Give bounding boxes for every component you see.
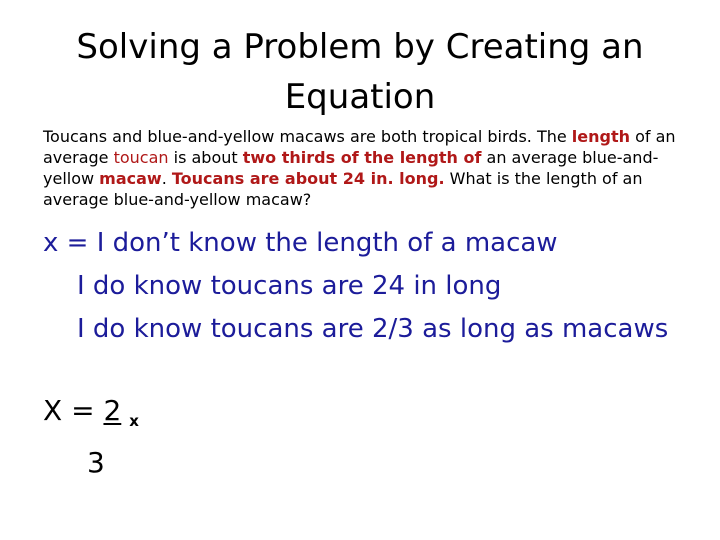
reasoning-line-3: I do know toucans are 2/3 as long as macaws bbox=[77, 314, 669, 344]
highlight-toucan-length: Toucans are about 24 in. long. bbox=[171, 169, 445, 188]
problem-text-5: . bbox=[161, 169, 172, 188]
reasoning-block bbox=[43, 222, 703, 351]
highlight-toucan: toucan bbox=[113, 148, 169, 167]
problem-text-2: of an average bbox=[43, 127, 676, 167]
problem-text-1: Toucans and blue-and-yellow macaws are both tropical birds. The bbox=[43, 127, 572, 146]
equation-top-row bbox=[43, 390, 139, 442]
title-line-2: Equation bbox=[284, 77, 436, 117]
highlight-length: length bbox=[571, 127, 631, 146]
equation bbox=[43, 390, 139, 484]
equation-lhs: X = bbox=[43, 394, 104, 427]
problem-statement bbox=[43, 126, 683, 210]
reasoning-line-1: x = I don’t know the length of a macaw bbox=[43, 228, 558, 258]
highlight-two-thirds: two thirds of the length of bbox=[242, 148, 482, 167]
slide-title bbox=[60, 22, 660, 122]
reasoning-line-2: I do know toucans are 24 in long bbox=[77, 271, 502, 301]
equation-variable: x bbox=[129, 412, 139, 430]
problem-text-3: is about bbox=[168, 148, 243, 167]
problem-text-6: What is the length of an average blue-and-yellow macaw? bbox=[43, 169, 643, 209]
title-line-1: Solving a Problem by Creating an bbox=[76, 27, 644, 67]
equation-denominator: 3 bbox=[87, 446, 105, 479]
problem-text-4: an average blue-and-yellow bbox=[43, 148, 659, 188]
equation-numerator: 2 bbox=[103, 394, 122, 427]
highlight-macaw: macaw bbox=[99, 169, 162, 188]
